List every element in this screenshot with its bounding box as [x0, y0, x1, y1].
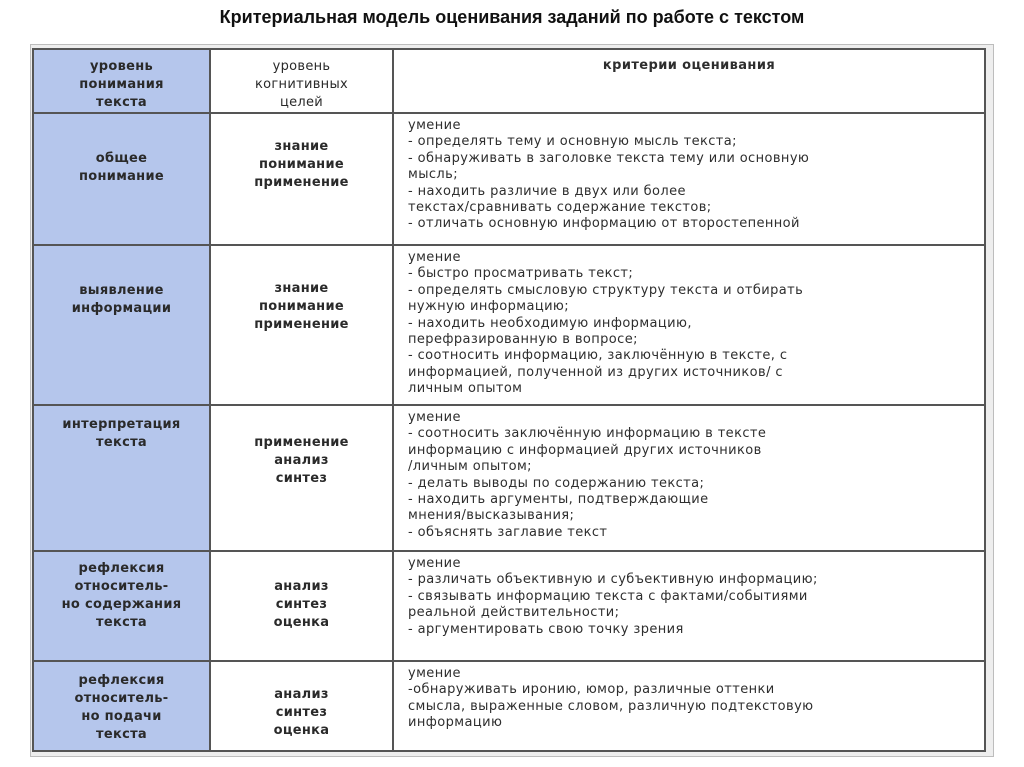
header-level-line: уровень	[89, 59, 154, 74]
criteria-line: информацию	[408, 715, 503, 731]
level-line: информации	[71, 301, 172, 316]
table-row	[33, 551, 985, 661]
criteria-line: умение	[408, 556, 461, 571]
criteria-line: - аргументировать свою точку зрения	[408, 621, 684, 637]
criteria-line: -обнаруживать иронию, юмор, различные оттенки	[408, 682, 775, 698]
criteria-line: - быстро просматривать текст;	[408, 266, 634, 282]
criteria-table	[32, 48, 986, 752]
criteria-cell	[393, 405, 985, 551]
table-row	[33, 245, 985, 405]
level-line: относитель-	[74, 691, 169, 706]
goals-line: применение	[254, 317, 349, 332]
header-level-line: текста	[96, 95, 147, 110]
criteria-cell	[393, 551, 985, 661]
level-line: текста	[96, 727, 147, 742]
level-line: понимание	[78, 169, 164, 184]
header-criteria-cell: критерии оценивания	[393, 49, 985, 113]
level-line: но содержания	[61, 597, 182, 612]
criteria-line: умение	[408, 410, 461, 425]
page-title: Критериальная модель оценивания заданий по работе с текстом	[219, 7, 805, 27]
criteria-line: - находить аргументы, подтверждающие	[408, 492, 709, 508]
level-line: интерпретация	[62, 417, 181, 432]
table-row	[33, 405, 985, 551]
criteria-cell	[393, 661, 985, 751]
criteria-line: текстах/сравнивать содержание текстов;	[408, 200, 712, 216]
goals-cell	[210, 405, 393, 551]
criteria-line: - соотносить заключённую информацию в тексте	[408, 426, 767, 442]
goals-line: анализ	[274, 579, 329, 594]
criteria-line: - находить различие в двух или более	[408, 183, 686, 199]
criteria-line: - обнаруживать в заголовке текста тему или основную	[408, 150, 810, 166]
goals-line: оценка	[273, 723, 330, 738]
criteria-line: /личным опытом;	[408, 459, 532, 475]
level-cell	[33, 245, 210, 405]
criteria-line: - различать объективную и субъективную информацию;	[408, 572, 818, 588]
goals-line: синтез	[275, 597, 328, 612]
criteria-cell	[393, 245, 985, 405]
level-cell	[33, 405, 210, 551]
level-line: текста	[96, 435, 147, 450]
goals-cell	[210, 245, 393, 405]
level-cell	[33, 661, 210, 751]
goals-line: понимание	[258, 157, 344, 172]
goals-line: применение	[254, 435, 349, 450]
goals-line: анализ	[274, 687, 329, 702]
criteria-line: - отличать основную информацию от второстепенной	[408, 216, 800, 232]
criteria-line: - связывать информацию текста с фактами/событиями	[408, 588, 808, 604]
goals-line: синтез	[275, 471, 328, 486]
header-goals-line: уровень	[272, 59, 331, 74]
goals-line: знание	[274, 281, 329, 296]
level-line: рефлексия	[78, 561, 165, 576]
criteria-line: информацию с информацией других источников	[408, 442, 762, 458]
header-level-cell	[33, 49, 210, 113]
criteria-line: мнения/высказывания;	[408, 508, 575, 524]
header-goals-line: когнитивных	[254, 77, 349, 92]
header-goals-line: целей	[279, 95, 324, 110]
level-line: общее	[95, 151, 148, 166]
criteria-line: - объяснять заглавие текст	[408, 524, 608, 540]
criteria-line: личным опытом	[408, 381, 523, 397]
criteria-line: реальной действительности;	[408, 605, 620, 621]
goals-line: понимание	[258, 299, 344, 314]
level-line: относитель-	[74, 579, 169, 594]
criteria-line: умение	[408, 250, 461, 265]
criteria-line: - находить необходимую информацию,	[408, 315, 692, 331]
level-cell	[33, 113, 210, 245]
criteria-line: - делать выводы по содержанию текста;	[408, 475, 705, 491]
criteria-line: - соотносить информацию, заключённую в тексте, с	[408, 348, 788, 364]
goals-line: анализ	[274, 453, 329, 468]
criteria-line: умение	[408, 118, 461, 133]
goals-cell	[210, 551, 393, 661]
goals-line: оценка	[273, 615, 330, 630]
goals-cell	[210, 661, 393, 751]
criteria-line: - определять тему и основную мысль текста;	[408, 134, 737, 150]
criteria-line: информацией, полученной из других источников/ с	[408, 364, 783, 380]
criteria-line: - определять смысловую структуру текста и отбирать	[408, 282, 804, 298]
criteria-line: мысль;	[408, 167, 458, 183]
header-goals-cell	[210, 49, 393, 113]
table-row	[33, 113, 985, 245]
level-line: текста	[96, 615, 147, 630]
goals-line: знание	[274, 139, 329, 154]
criteria-line: умение	[408, 666, 461, 681]
header-level-line: понимания	[79, 77, 164, 92]
criteria-line: смысла, выраженные словом, различную подтекстовую	[408, 698, 814, 714]
table-row	[33, 661, 985, 751]
goals-line: применение	[254, 175, 349, 190]
level-cell	[33, 551, 210, 661]
criteria-cell	[393, 113, 985, 245]
criteria-line: перефразированную в вопросе;	[408, 332, 638, 348]
criteria-line: нужную информацию;	[408, 299, 570, 315]
goals-cell	[210, 113, 393, 245]
level-line: но подачи	[81, 709, 162, 724]
level-line: рефлексия	[78, 673, 165, 688]
table-header-row	[33, 49, 985, 113]
goals-line: синтез	[275, 705, 328, 720]
level-line: выявление	[79, 283, 164, 298]
